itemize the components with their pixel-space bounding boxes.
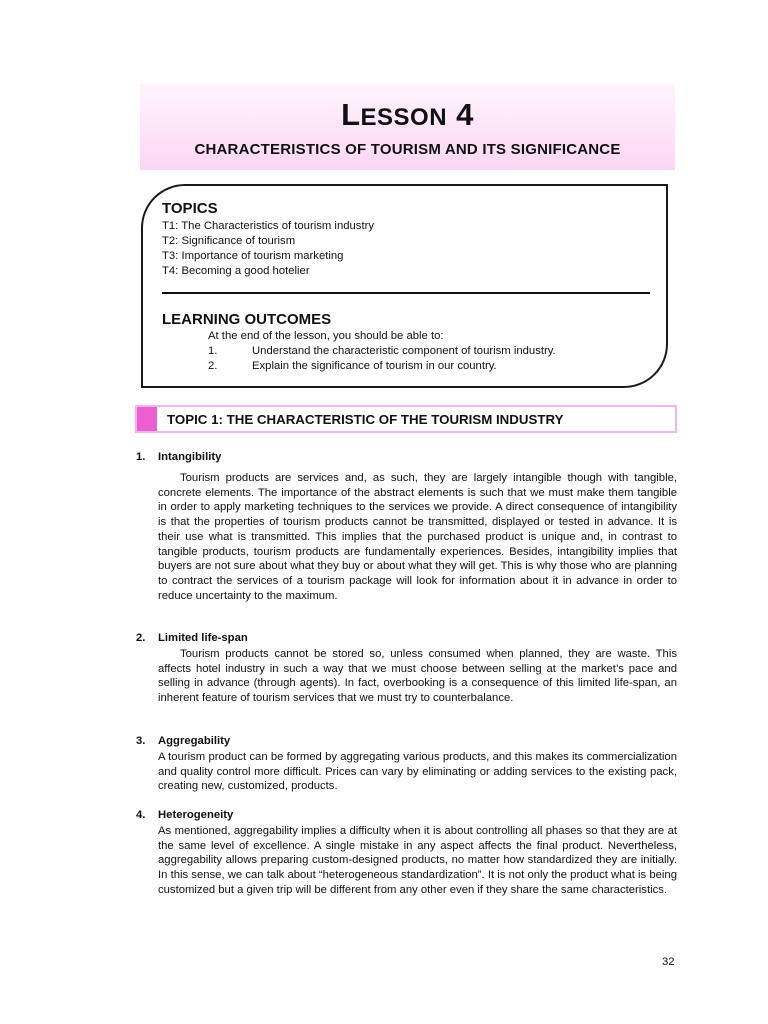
topic-banner xyxy=(135,405,677,433)
topics-list xyxy=(162,219,374,279)
topic-item: T2: Significance of tourism xyxy=(162,235,296,247)
section-heading: 4. Heterogeneity xyxy=(136,809,234,821)
outcome-item: 2. Explain the significance of tourism in our country. xyxy=(208,360,497,372)
section-heading: 2. Limited life-span xyxy=(136,632,248,644)
learning-outcomes-intro: At the end of the lesson, you should be able to: xyxy=(208,330,444,342)
outcome-item: 1. Understand the characteristic component of tourism industry. xyxy=(208,345,556,357)
section-heading: 3. Aggregability xyxy=(136,735,231,747)
section-body: Tourism products are services and, as such, they are largely intangible though with tangible, concrete elements. The importance of the abstract elements is such that we must make them tangible in order to apply marketing techniques to the services we provide. A direct consequence of intangibility is that the properties of tourism products cannot be transmitted, displayed or tested in advance. It is their use what is transmitted. This implies that the purchased product is unique and, in contrast to tangible products, tourism products are fundamentally experiences. Besides, intangibility implies that buyers are not sure about what they buy or about what they will get. This is why those who are planning to contract the services of a tourism package will look for information about it in advance in order to reduce uncertainty to the maximum. xyxy=(158,472,677,602)
banner-swatch xyxy=(137,407,157,431)
section-heading: 1. Intangibility xyxy=(136,451,222,463)
divider xyxy=(162,292,650,294)
section-body: A tourism product can be formed by aggregating various products, and this makes its commercialization and quality control more difficult. Prices can vary by eliminating or adding services to the existing pack, creating new, customized, products. xyxy=(158,751,677,793)
learning-outcomes-heading: LEARNING OUTCOMES xyxy=(162,311,332,328)
lesson-subtitle: CHARACTERISTICS OF TOURISM AND ITS SIGNIFICANCE xyxy=(194,141,621,158)
page-number: 32 xyxy=(662,956,675,968)
topic-item: T3: Importance of tourism marketing xyxy=(162,250,344,262)
section-body: Tourism products cannot be stored so, unless consumed when planned, they are waste. This affects hotel industry in such a way that we must choose between selling at the market’s pace and selling in advance (through agents). In fact, overbooking is a consequence of this limited life-span, an inherent feature of tourism services that we must try to counterbalance. xyxy=(158,648,677,705)
topic-item: T1: The Characteristics of tourism industry xyxy=(162,220,374,232)
lesson-header xyxy=(140,84,675,170)
section-body: As mentioned, aggregability implies a difficulty when it is about controlling all phases so that they are at the same level of excellence. A single mistake in any aspect affects the final product. Nevertheless, aggregability allows preparing custom-designed products, no matter how standardized they are initially. In this sense, we can talk about “heterogeneous standardization”. It is not only the product what is being customized but a given trip will be different from any other even if they share the same characteristics. xyxy=(158,825,677,896)
topic-banner-label: TOPIC 1: THE CHARACTERISTIC OF THE TOURISM INDUSTRY xyxy=(167,412,564,427)
topics-box xyxy=(141,184,668,388)
lesson-title: LESSON 4 xyxy=(341,97,474,132)
topics-heading: TOPICS xyxy=(162,200,218,217)
topic-item: T4: Becoming a good hotelier xyxy=(162,265,310,277)
